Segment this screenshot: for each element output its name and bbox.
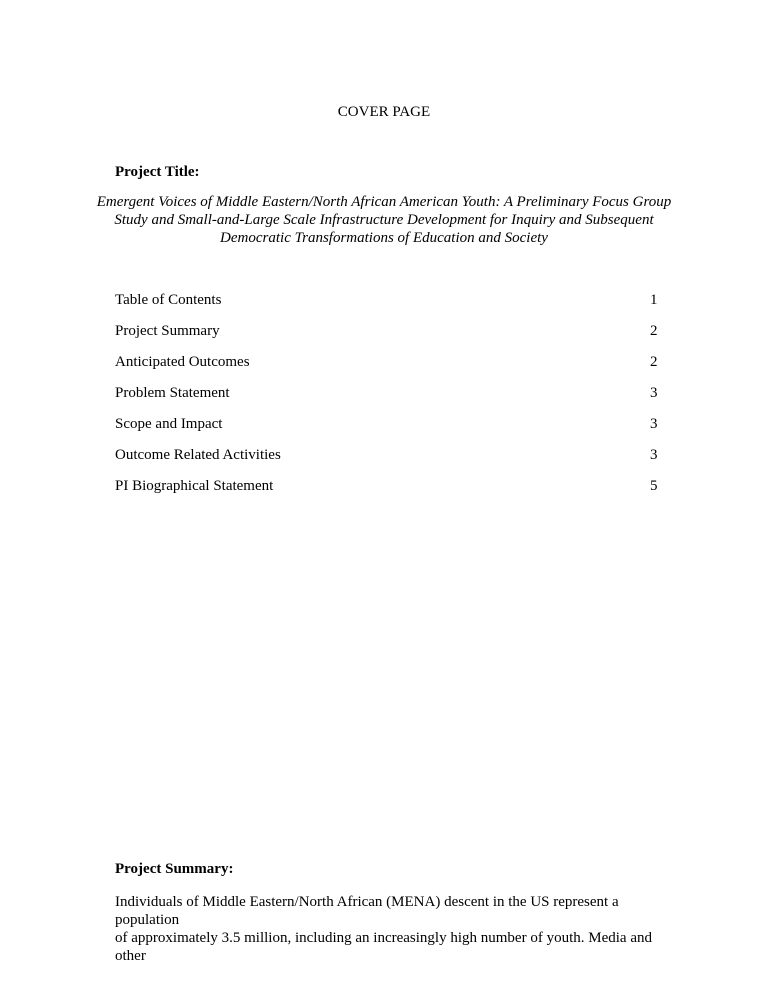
- project-title-line: Democratic Transformations of Education and Society: [220, 230, 548, 246]
- toc-entry: [115, 384, 675, 415]
- toc-entry: [115, 446, 675, 477]
- summary-line: of approximately 3.5 million, including an increasingly high number of youth. Media and other: [115, 930, 652, 964]
- toc-entry: [115, 291, 675, 322]
- toc-entry-page: 1: [650, 292, 658, 308]
- toc-entry-label: PI Biographical Statement: [115, 478, 274, 494]
- toc-entry: [115, 322, 675, 353]
- summary-line: Individuals of Middle Eastern/North African (MENA) descent in the US represent a population: [115, 894, 619, 928]
- toc-entry-page: 3: [650, 447, 658, 463]
- toc-entry-page: 3: [650, 416, 658, 432]
- toc-entry-page: 2: [650, 354, 658, 370]
- toc-entry-label: Outcome Related Activities: [115, 447, 281, 463]
- project-title: [80, 193, 688, 247]
- cover-page-heading: COVER PAGE: [337, 104, 431, 120]
- toc-entry-label: Anticipated Outcomes: [115, 354, 250, 370]
- toc-entry-page: 5: [650, 478, 658, 494]
- toc-entry: [115, 477, 675, 508]
- toc-entry: [115, 415, 675, 446]
- toc-entry-label: Problem Statement: [115, 385, 230, 401]
- project-title-line: Emergent Voices of Middle Eastern/North African American Youth: A Preliminary Focus Group: [96, 194, 672, 210]
- project-title-line: Study and Small-and-Large Scale Infrastructure Development for Inquiry and Subsequent: [114, 212, 654, 228]
- project-summary-heading: Project Summary:: [115, 861, 234, 877]
- toc-entry-label: Scope and Impact: [115, 416, 223, 432]
- table-of-contents: [115, 291, 675, 508]
- project-summary-text: [115, 893, 675, 965]
- toc-entry: [115, 353, 675, 384]
- toc-entry-page: 2: [650, 323, 658, 339]
- project-title-label: Project Title:: [115, 164, 200, 180]
- toc-entry-page: 3: [650, 385, 658, 401]
- toc-entry-label: Table of Contents: [115, 292, 222, 308]
- toc-entry-label: Project Summary: [115, 323, 220, 339]
